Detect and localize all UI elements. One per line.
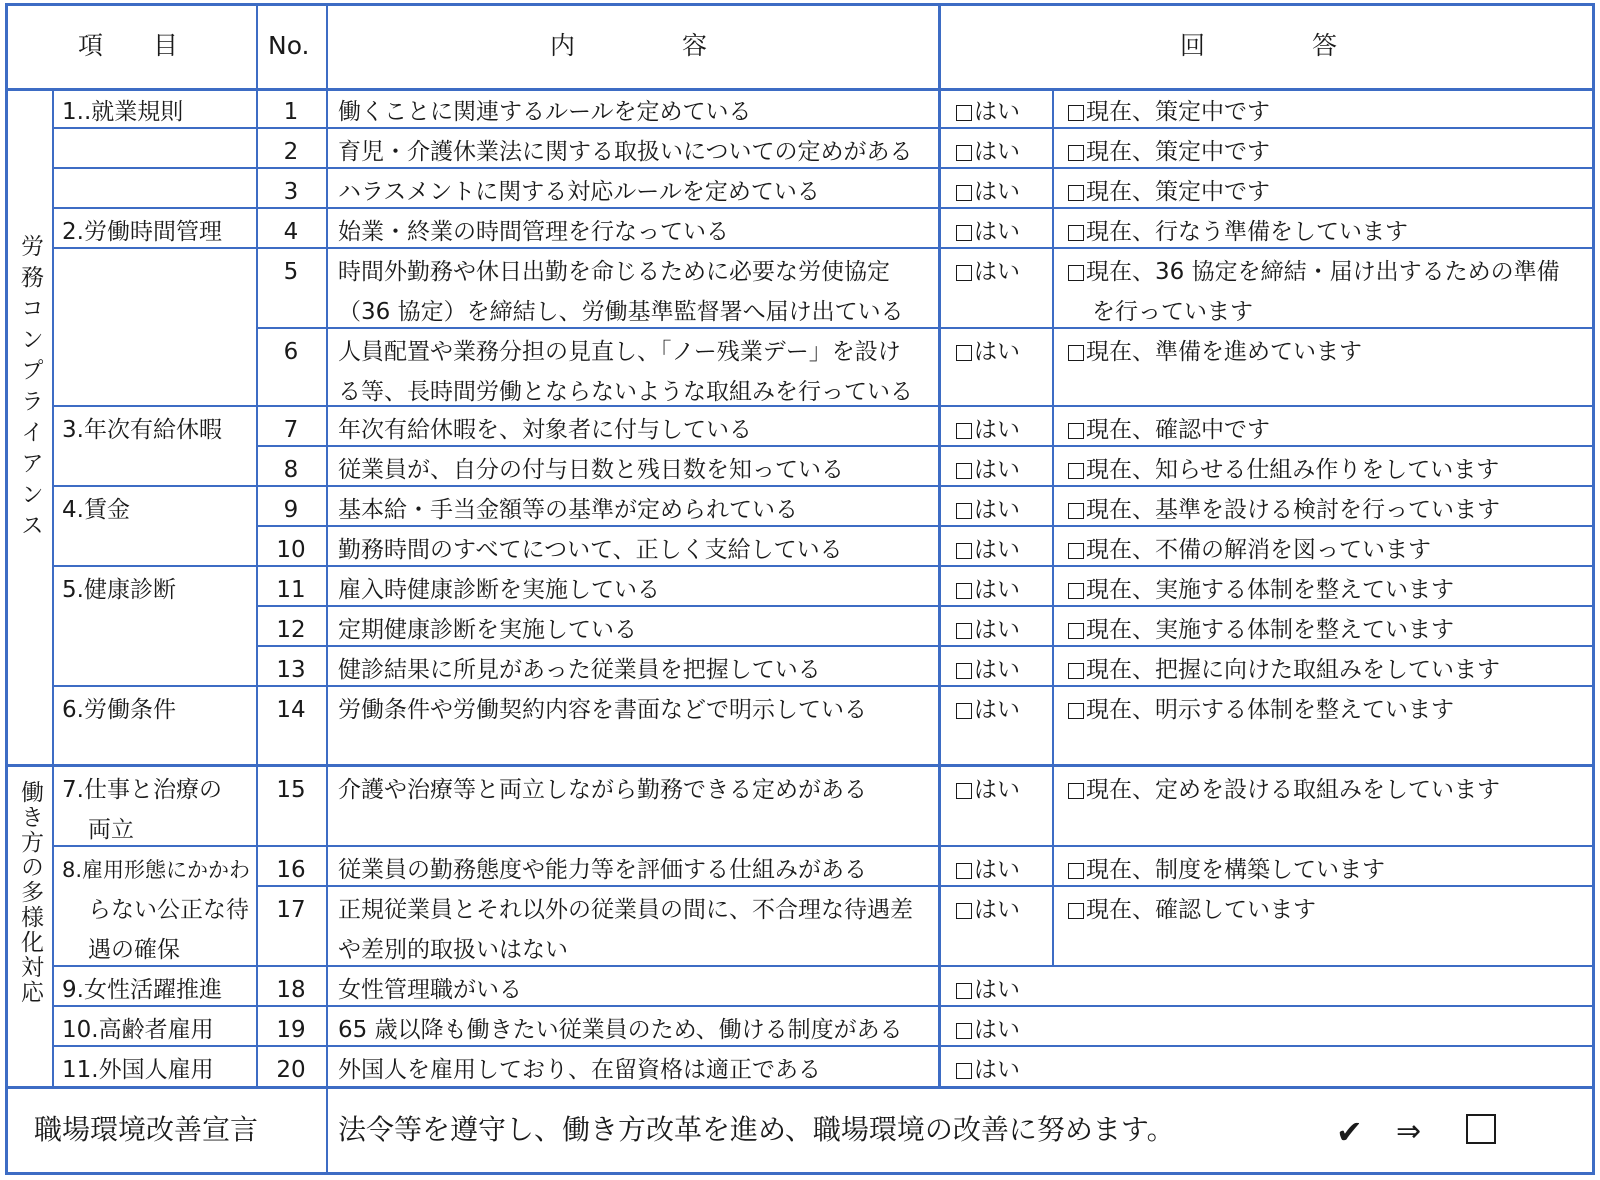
yes-option[interactable]: [956, 252, 1020, 292]
category-fair-treatment-line2: らない公正な待: [88, 897, 249, 923]
yes-option[interactable]: [956, 970, 1020, 1010]
checkbox-icon[interactable]: [1068, 503, 1084, 519]
in-progress-label: 現在、明示する体制を整えています: [1086, 697, 1454, 723]
in-progress-option[interactable]: [1068, 450, 1499, 490]
row-content: 65 歳以降も働きたい従業員のため、働ける制度がある: [338, 1017, 903, 1043]
arrow-right-icon: ⇒: [1396, 1114, 1422, 1149]
category-paid-leave: 3.年次有給休暇: [62, 417, 222, 443]
row-number: 18: [276, 977, 306, 1003]
row-content: 定期健康診断を実施している: [338, 617, 637, 643]
yes-option[interactable]: [956, 212, 1020, 252]
yes-label: はい: [974, 697, 1020, 723]
row-content: 労働条件や労働契約内容を書面などで明示している: [338, 697, 867, 723]
row-number: 1: [283, 99, 299, 125]
row-number: 15: [276, 777, 306, 803]
category-elderly-employment: 10.高齢者雇用: [62, 1017, 214, 1043]
check-mark-icon: ✔: [1336, 1113, 1363, 1151]
row-number: 14: [276, 697, 306, 723]
declaration-statement: 法令等を遵守し、働き方改革を進め、職場環境の改善に努めます。: [338, 1113, 1175, 1146]
category-fair-treatment-line3: 遇の確保: [88, 937, 180, 963]
in-progress-option[interactable]: [1068, 890, 1316, 930]
category-foreign-employment: 11.外国人雇用: [62, 1057, 214, 1083]
checkbox-icon[interactable]: [1068, 623, 1084, 639]
checkbox-icon[interactable]: [1068, 863, 1084, 879]
checkbox-icon[interactable]: [956, 145, 972, 161]
checkbox-icon[interactable]: [1068, 105, 1084, 121]
row-number: 13: [276, 657, 306, 683]
yes-option[interactable]: [956, 172, 1020, 212]
row-number: 17: [276, 897, 306, 923]
row-content: 育児・介護休業法に関する取扱いについての定めがある: [338, 139, 913, 165]
header-content: 内 容: [550, 31, 716, 60]
yes-label: はい: [974, 417, 1020, 443]
checkbox-icon[interactable]: [956, 225, 972, 241]
row-number: 8: [283, 457, 299, 483]
in-progress-label: 現在、実施する体制を整えています: [1086, 577, 1454, 603]
declaration-label: 職場環境改善宣言: [34, 1113, 259, 1146]
in-progress-option[interactable]: [1068, 850, 1385, 890]
row-content: ハラスメントに関する対応ルールを定めている: [338, 179, 820, 205]
category-work-treatment-line2: 両立: [88, 817, 134, 843]
checkbox-icon[interactable]: [956, 463, 972, 479]
in-progress-option[interactable]: [1068, 252, 1560, 292]
yes-label: はい: [974, 99, 1020, 125]
in-progress-label: 現在、定めを設ける取組みをしています: [1086, 777, 1500, 803]
row-number: 5: [283, 259, 299, 285]
in-progress-option[interactable]: [1068, 570, 1454, 610]
checkbox-icon[interactable]: [956, 903, 972, 919]
checkbox-icon[interactable]: [956, 663, 972, 679]
in-progress-option[interactable]: [1068, 332, 1362, 372]
checkbox-icon[interactable]: [1068, 463, 1084, 479]
yes-label: はい: [974, 537, 1020, 563]
in-progress-option[interactable]: [1068, 690, 1454, 730]
in-progress-option-cont: [1092, 292, 1253, 332]
header-no: No.: [268, 31, 310, 60]
row-content: 健診結果に所見があった従業員を把握している: [338, 657, 821, 683]
row-number: 7: [283, 417, 299, 443]
checkbox-icon[interactable]: [956, 863, 972, 879]
in-progress-option[interactable]: [1068, 172, 1270, 212]
yes-option[interactable]: [956, 92, 1020, 132]
checkbox-icon[interactable]: [1068, 583, 1084, 599]
yes-option[interactable]: [956, 570, 1020, 610]
in-progress-option[interactable]: [1068, 650, 1500, 690]
yes-option[interactable]: [956, 610, 1020, 650]
row-content: 勤務時間のすべてについて、正しく支給している: [338, 537, 843, 563]
yes-option[interactable]: [956, 850, 1020, 890]
yes-option[interactable]: [956, 1050, 1020, 1090]
yes-label: はい: [974, 857, 1020, 883]
in-progress-label: 現在、不備の解消を図っています: [1086, 537, 1431, 563]
yes-label: はい: [974, 179, 1020, 205]
checkbox-icon[interactable]: [956, 185, 972, 201]
yes-option[interactable]: [956, 650, 1020, 690]
row-number: 9: [283, 497, 299, 523]
row-content: 基本給・手当金額等の基準が定められている: [338, 497, 798, 523]
checkbox-icon[interactable]: [1068, 423, 1084, 439]
checkbox-icon[interactable]: [956, 783, 972, 799]
category-working-conditions: 6.労働条件: [62, 697, 176, 723]
row-number: 11: [276, 577, 306, 603]
checkbox-icon[interactable]: [1068, 225, 1084, 241]
yes-option[interactable]: [956, 1010, 1020, 1050]
yes-label: はい: [974, 657, 1020, 683]
row-number: 12: [276, 617, 306, 643]
yes-option[interactable]: [956, 450, 1020, 490]
row-content: 正規従業員とそれ以外の従業員の間に、不合理な待遇差: [338, 897, 913, 923]
category-working-hours: 2.労働時間管理: [62, 219, 222, 245]
in-progress-label: 現在、基準を設ける検討を行っています: [1086, 497, 1500, 523]
row-content: 働くことに関連するルールを定めている: [338, 99, 752, 125]
row-content: 年次有給休暇を、対象者に付与している: [338, 417, 752, 443]
yes-label: はい: [974, 977, 1020, 1003]
yes-label: はい: [974, 457, 1020, 483]
row-number: 6: [283, 339, 299, 365]
in-progress-label: 現在、行なう準備をしています: [1086, 219, 1408, 245]
yes-label: はい: [974, 219, 1020, 245]
category-health-check: 5.健康診断: [62, 577, 176, 603]
checkbox-icon[interactable]: [956, 703, 972, 719]
yes-label: はい: [974, 1057, 1020, 1083]
in-progress-option[interactable]: [1068, 132, 1270, 172]
category-fair-treatment-line1: 8.雇用形態にかかわ: [62, 858, 251, 882]
checkbox-icon[interactable]: [1068, 663, 1084, 679]
yes-label: はい: [974, 259, 1020, 285]
yes-label: はい: [974, 577, 1020, 603]
checkbox-icon[interactable]: [1068, 145, 1084, 161]
row-content: 従業員の勤務態度や能力等を評価する仕組みがある: [338, 857, 867, 883]
in-progress-option[interactable]: [1068, 410, 1270, 450]
in-progress-option[interactable]: [1068, 530, 1431, 570]
row-content: 雇入時健康診断を実施している: [338, 577, 660, 603]
in-progress-option[interactable]: [1068, 92, 1270, 132]
checkbox-icon[interactable]: [1068, 543, 1084, 559]
yes-label: はい: [974, 497, 1020, 523]
checkbox-icon[interactable]: [1068, 903, 1084, 919]
in-progress-label: 現在、36 協定を締結・届け出するための準備: [1086, 259, 1560, 285]
category-work-treatment-line1: 7.仕事と治療の: [62, 777, 222, 803]
header-item: 項 目: [78, 31, 179, 60]
in-progress-label: 現在、準備を進めています: [1086, 339, 1362, 365]
in-progress-label: 現在、策定中です: [1086, 179, 1270, 205]
row-content: （36 協定）を締結し、労働基準監督署へ届け出ている: [338, 299, 904, 325]
in-progress-option[interactable]: [1068, 610, 1454, 650]
in-progress-label: 現在、確認中です: [1086, 417, 1270, 443]
row-content: 始業・終業の時間管理を行なっている: [338, 219, 729, 245]
checkbox-icon[interactable]: [956, 623, 972, 639]
in-progress-label: 現在、知らせる仕組み作りをしています: [1086, 457, 1500, 483]
checkbox-icon[interactable]: [1068, 265, 1084, 281]
in-progress-option[interactable]: [1068, 212, 1408, 252]
in-progress-label: 現在、把握に向けた取組みをしています: [1086, 657, 1500, 683]
row-content: 時間外勤務や休日出勤を命じるために必要な労使協定: [338, 259, 890, 285]
checkbox-icon[interactable]: [1068, 345, 1084, 361]
checkbox-icon[interactable]: [956, 503, 972, 519]
yes-option[interactable]: [956, 690, 1020, 730]
row-number: 4: [283, 219, 299, 245]
checkbox-icon[interactable]: [956, 105, 972, 121]
checkbox-icon[interactable]: [956, 583, 972, 599]
yes-label: はい: [974, 1017, 1020, 1043]
in-progress-option[interactable]: [1068, 770, 1500, 810]
in-progress-label: 現在、実施する体制を整えています: [1086, 617, 1454, 643]
section-diverse-work: 働き方の多様化対応: [17, 780, 43, 1005]
checkbox-icon[interactable]: [956, 1063, 972, 1079]
row-number: 20: [276, 1057, 306, 1083]
yes-label: はい: [974, 617, 1020, 643]
row-content: 介護や治療等と両立しながら勤務できる定めがある: [338, 777, 867, 803]
in-progress-label: を行っています: [1092, 299, 1253, 325]
yes-label: はい: [974, 897, 1020, 923]
row-content: 女性管理職がいる: [338, 977, 522, 1003]
row-number: 10: [276, 537, 306, 563]
checkbox-icon[interactable]: [956, 543, 972, 559]
section-labor-compliance: 労務コンプライアンス: [17, 234, 43, 544]
checkbox-icon[interactable]: [956, 983, 972, 999]
row-content: る等、長時間労働とならないような取組みを行っている: [338, 379, 913, 405]
in-progress-option[interactable]: [1068, 490, 1500, 530]
row-content: 外国人を雇用しており、在留資格は適正である: [338, 1057, 821, 1083]
yes-option[interactable]: [956, 132, 1020, 172]
yes-option[interactable]: [956, 410, 1020, 450]
declaration-checkbox[interactable]: [1466, 1114, 1496, 1144]
in-progress-label: 現在、策定中です: [1086, 139, 1270, 165]
category-wages: 4.賃金: [62, 497, 130, 523]
row-number: 19: [276, 1017, 306, 1043]
checkbox-icon[interactable]: [956, 423, 972, 439]
in-progress-label: 現在、確認しています: [1086, 897, 1316, 923]
row-number: 16: [276, 857, 306, 883]
checkbox-icon[interactable]: [956, 1023, 972, 1039]
category-work-rules: 1..就業規則: [62, 99, 184, 125]
yes-label: はい: [974, 139, 1020, 165]
category-women-advancement: 9.女性活躍推進: [62, 977, 222, 1003]
in-progress-label: 現在、制度を構築しています: [1086, 857, 1385, 883]
checkbox-icon[interactable]: [956, 345, 972, 361]
yes-option[interactable]: [956, 490, 1020, 530]
row-number: 3: [283, 179, 299, 205]
yes-option[interactable]: [956, 530, 1020, 570]
yes-label: はい: [974, 777, 1020, 803]
row-content: や差別的取扱いはない: [338, 937, 568, 963]
yes-option[interactable]: [956, 770, 1020, 810]
checkbox-icon[interactable]: [1068, 703, 1084, 719]
yes-label: はい: [974, 339, 1020, 365]
checkbox-icon[interactable]: [1068, 185, 1084, 201]
yes-option[interactable]: [956, 890, 1020, 930]
row-number: 2: [283, 139, 299, 165]
in-progress-label: 現在、策定中です: [1086, 99, 1270, 125]
row-content: 人員配置や業務分担の見直し、「ノー残業デー」を設け: [338, 339, 901, 365]
checkbox-icon[interactable]: [1068, 783, 1084, 799]
checkbox-icon[interactable]: [956, 265, 972, 281]
header-answer: 回 答: [1180, 31, 1346, 60]
row-content: 従業員が、自分の付与日数と残日数を知っている: [338, 457, 844, 483]
yes-option[interactable]: [956, 332, 1020, 372]
